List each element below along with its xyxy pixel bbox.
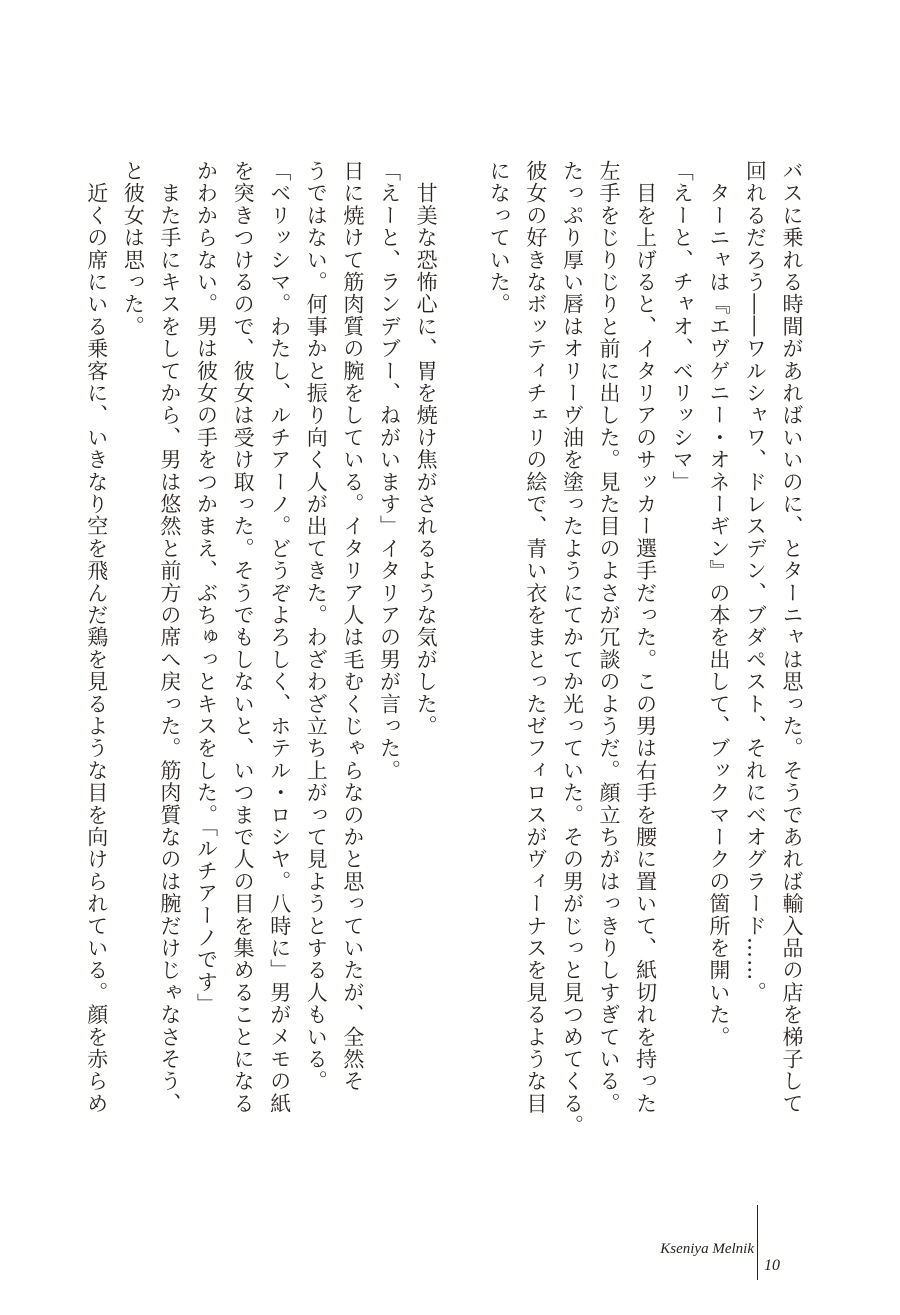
text-column: 回れるだろう――ワルシャワ、ドレスデン、ブダペスト、それにベオグラード……。 — [743, 160, 768, 1004]
text-column: 近くの席にいる乗客に、いきなり空を飛んだ鶏を見るような目を向けられている。顔を赤らめ — [84, 160, 109, 1115]
text-column: 彼女の好きなボッティチェリの絵で、青い衣をまとったゼフィロスがヴィーナスを見るような目 — [523, 160, 548, 1115]
text-column: かわからない。男は彼女の手をつかまえ、ぶちゅっとキスをした。「ルチアーノです」 — [194, 160, 219, 1016]
text-column: 左手をじりじりと前に出した。見た目のよさが冗談のようだ。顔立ちがはっきりしすぎている。 — [597, 160, 622, 1115]
text-column: ターニャは『エヴゲニー・オネーギン』の本を出して、ブックマークの箇所を開いた。 — [706, 160, 731, 1048]
text-column: 甘美な恐怖心に、胃を焼け焦がされるような気がした。 — [414, 160, 439, 738]
text-column: 「ベリッシマ。わたし、ルチアーノ。どうぞよろしく、ホテル・ロシヤ。八時に」男がメモの紙 — [267, 160, 292, 1115]
text-column: 「えーと、チャオ、ベリッシマ」 — [670, 160, 695, 493]
text-column: と彼女は思った。 — [121, 160, 146, 338]
text-column: 日に焼けて筋肉質の腕をしている。イタリア人は毛むくじゃらなのかと思っていたが、全然そ — [340, 160, 365, 1093]
page-footer — [640, 1205, 820, 1285]
footer-divider — [757, 1205, 758, 1280]
text-column: たっぷり厚い唇はオリーヴ油を塗ったようにてかてか光っていた。その男がじっと見つめてくる。 — [560, 160, 585, 1137]
text-column: になっていた。 — [487, 160, 512, 316]
author-name: Kseniya Melnik — [660, 1241, 754, 1257]
text-column: を突きつけるので、彼女は受け取った。そうでもしないと、いつまで人の目を集めることになる — [231, 160, 256, 1115]
text-column: うではない。何事かと振り向く人が出てきた。わざわざ立ち上がって見ようとする人もいる。 — [304, 160, 329, 1093]
text-column: バスに乗れる時間があればいいのに、とターニャは思った。そうであれば輸入品の店を梯子して — [780, 160, 804, 1115]
text-column: また手にキスをしてから、男は悠然と前方の席へ戻った。筋肉質なのは腕だけじゃなさそう、 — [157, 160, 182, 1115]
text-column: 「えーと、ランデブー、ねがいます」イタリアの男が言った。 — [377, 160, 402, 782]
page-number: 10 — [764, 1257, 780, 1274]
text-column: 目を上げると、イタリアのサッカー選手だった。この男は右手を腰に置いて、紙切れを持った — [633, 160, 658, 1115]
vertical-body-text — [78, 160, 810, 1137]
section-gap — [444, 160, 481, 1120]
